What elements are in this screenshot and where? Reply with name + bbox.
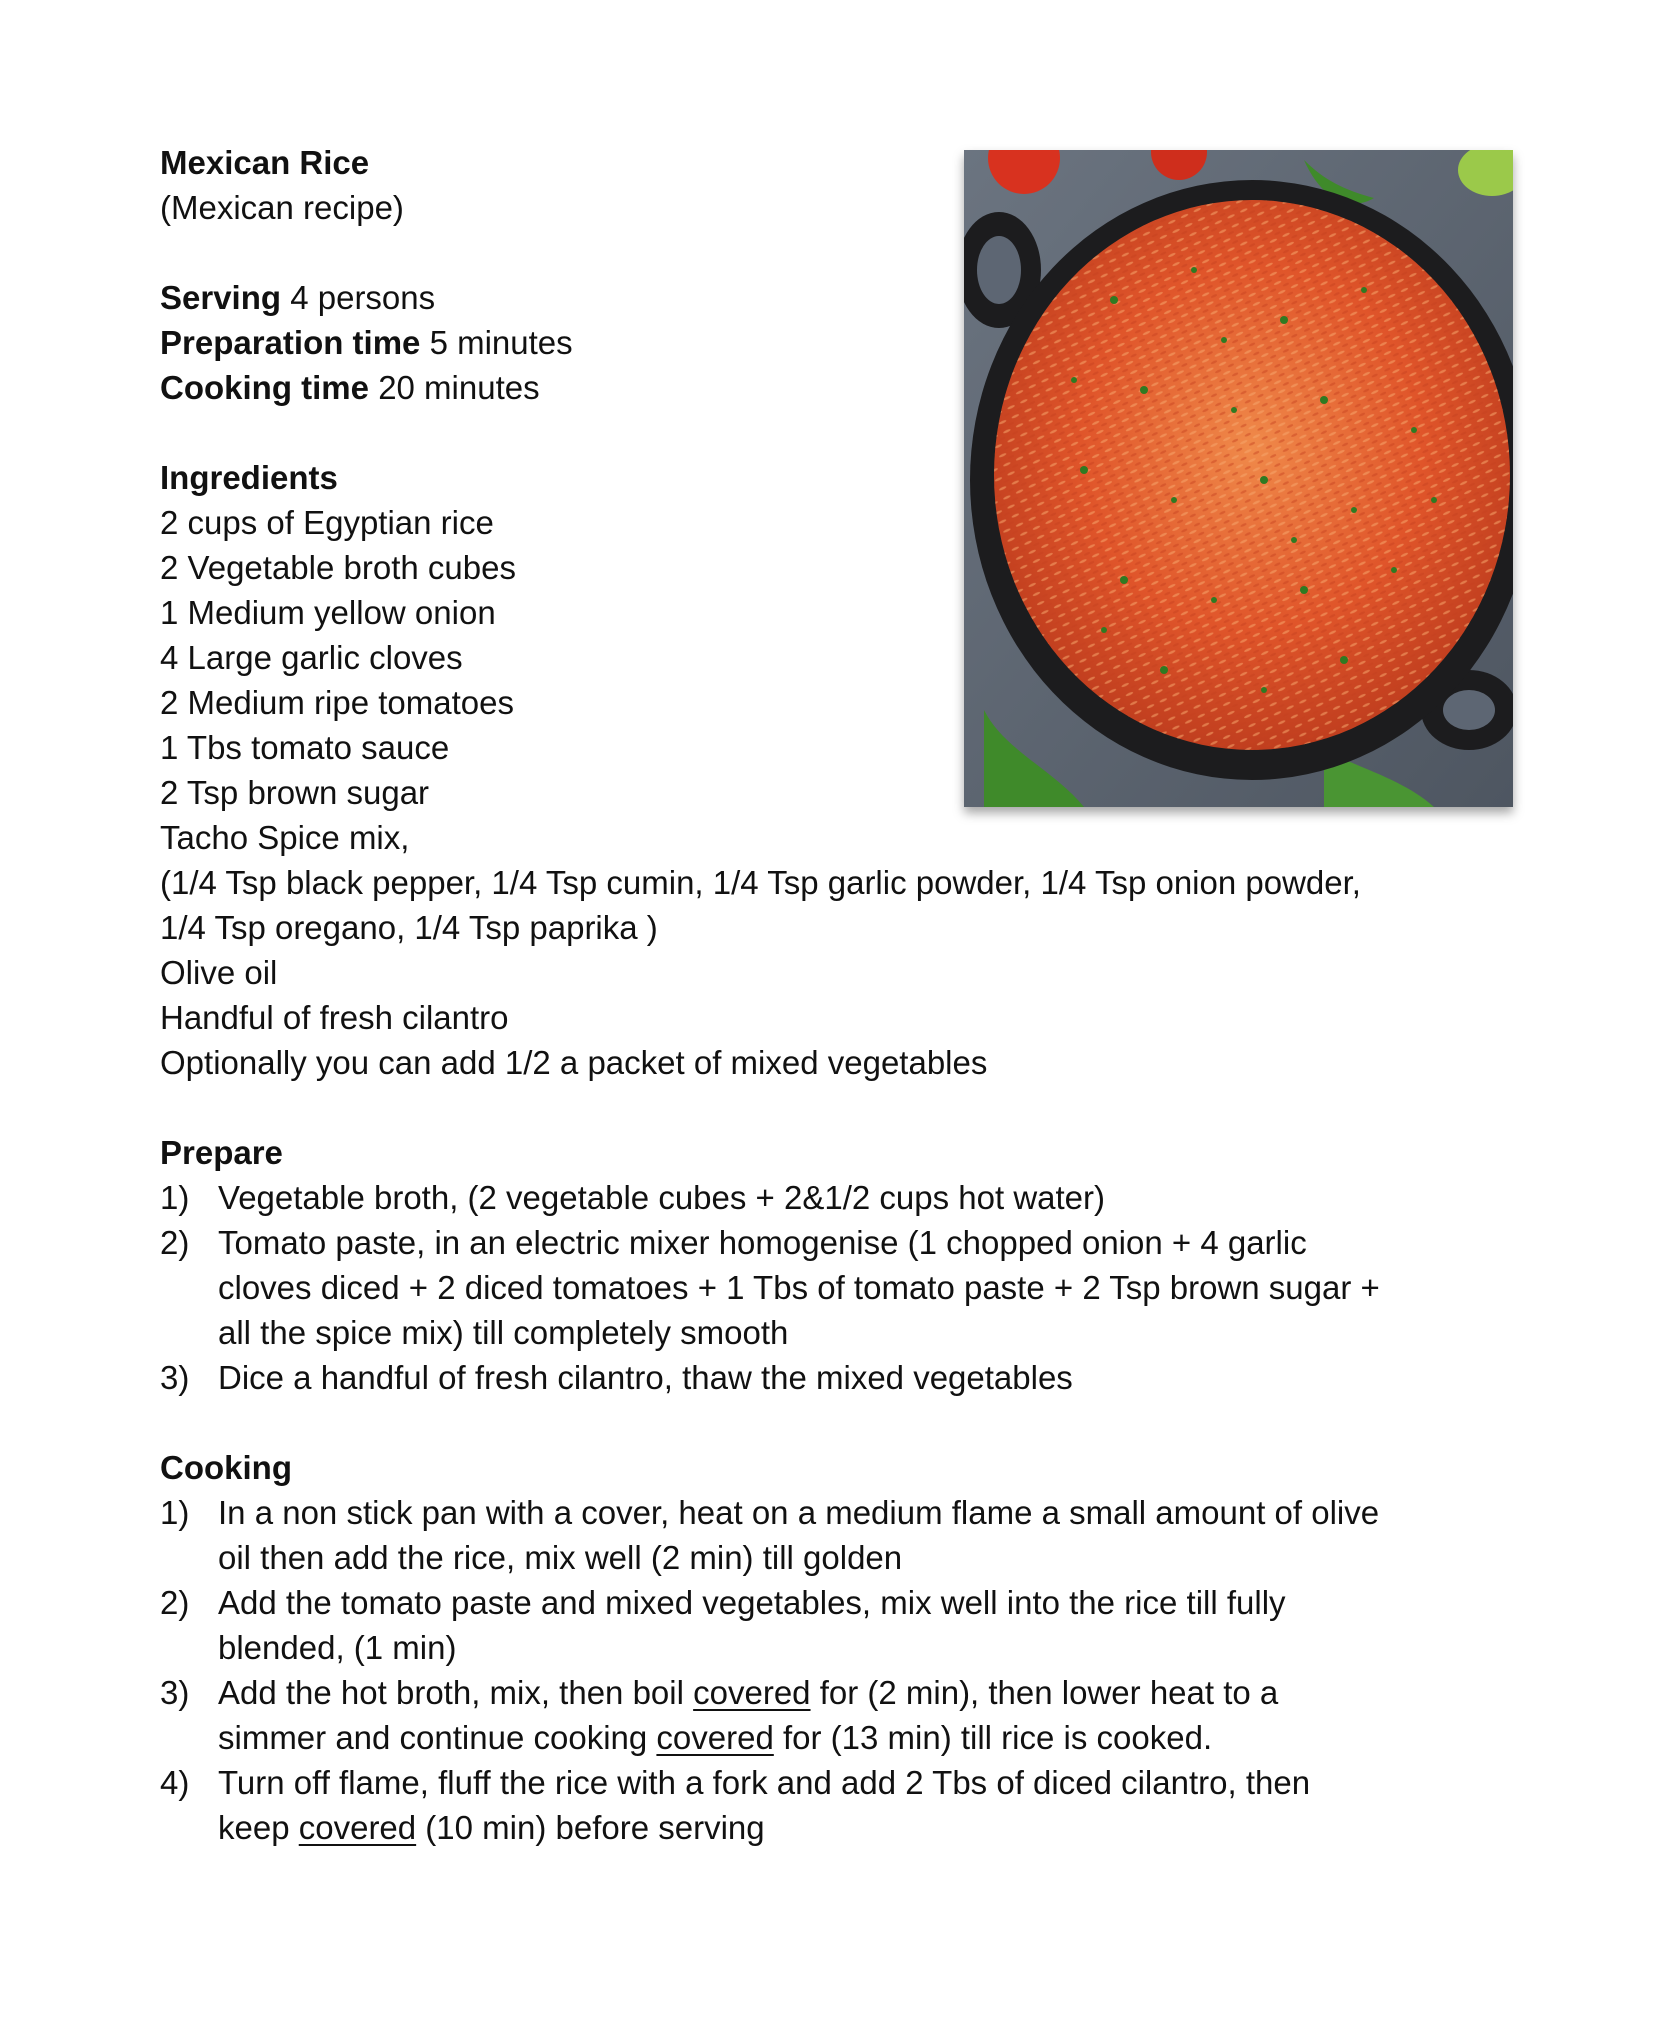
- ingredient-item: Optionally you can add 1/2 a packet of mixed vegetables: [160, 1044, 988, 1081]
- step-number: 4): [160, 1764, 190, 1801]
- ingredient-item: (1/4 Tsp black pepper, 1/4 Tsp cumin, 1/4 Tsp garlic powder, 1/4 Tsp onion powder,: [160, 864, 1361, 901]
- step-number: 2): [160, 1584, 190, 1621]
- ingredient-item: 4 Large garlic cloves: [160, 639, 463, 676]
- cooking-heading: Cooking: [160, 1449, 292, 1486]
- ingredient-item: 2 Tsp brown sugar: [160, 774, 430, 811]
- cooking-step: 3) Add the hot broth, mix, then boil covered for (2 min), then lower heat to a simmer and continue cooking covered for (13 min) till rice is cooked.: [160, 1670, 1540, 1760]
- ingredient-item: 2 Vegetable broth cubes: [160, 549, 516, 586]
- step-number: 3): [160, 1359, 190, 1396]
- ingredient-item: 2 cups of Egyptian rice: [160, 504, 494, 541]
- prepare-steps: [160, 1175, 1540, 1400]
- mexican-rice-photo: [964, 150, 1513, 807]
- cooking-steps: [160, 1490, 1540, 1850]
- serving-line: Serving 4 persons: [160, 279, 436, 316]
- recipe-subtitle: (Mexican recipe): [160, 189, 404, 226]
- ingredient-item: 1 Tbs tomato sauce: [160, 729, 450, 766]
- step-number: 1): [160, 1494, 190, 1531]
- ingredient-item: Olive oil: [160, 954, 278, 991]
- step-number: 3): [160, 1674, 190, 1711]
- rice-pan-illustration: [964, 150, 1513, 807]
- underlined-word: covered: [693, 1674, 811, 1711]
- step-number: 2): [160, 1224, 190, 1261]
- prep-time-line: Preparation time 5 minutes: [160, 324, 573, 361]
- ingredients-heading: Ingredients: [160, 459, 338, 496]
- recipe-title: Mexican Rice: [160, 144, 370, 181]
- underlined-word: covered: [656, 1719, 774, 1756]
- cooking-step: 4) Turn off flame, fluff the rice with a fork and add 2 Tbs of diced cilantro, then keep covered (10 min) before serving: [160, 1760, 1540, 1850]
- ingredient-item: 2 Medium ripe tomatoes: [160, 684, 514, 721]
- ingredient-item: Tacho Spice mix,: [160, 819, 410, 856]
- step-number: 1): [160, 1179, 190, 1216]
- cooking-step: 1) In a non stick pan with a cover, heat on a medium flame a small amount of olive oil then add the rice, mix well (2 min) till golden: [160, 1490, 1540, 1580]
- prepare-step: 1) Vegetable broth, (2 vegetable cubes + 2&1/2 cups hot water): [160, 1175, 1540, 1220]
- underlined-word: covered: [298, 1809, 417, 1846]
- cooking-step: 2) Add the tomato paste and mixed vegetables, mix well into the rice till fully blended, (1 min): [160, 1580, 1540, 1670]
- ingredient-item: Handful of fresh cilantro: [160, 999, 509, 1036]
- prepare-step: 3) Dice a handful of fresh cilantro, thaw the mixed vegetables: [160, 1355, 1540, 1400]
- prepare-heading: Prepare: [160, 1134, 283, 1171]
- ingredient-item: 1/4 Tsp oregano, 1/4 Tsp paprika ): [160, 909, 658, 946]
- cooking-time-line: Cooking time 20 minutes: [160, 369, 540, 406]
- prepare-step: 2) Tomato paste, in an electric mixer homogenise (1 chopped onion + 4 garlic cloves diced + 2 diced tomatoes + 1 Tbs of tomato paste + 2 Tsp brown sugar + all the spice mix) till completely smooth: [160, 1220, 1540, 1355]
- ingredient-item: 1 Medium yellow onion: [160, 594, 496, 631]
